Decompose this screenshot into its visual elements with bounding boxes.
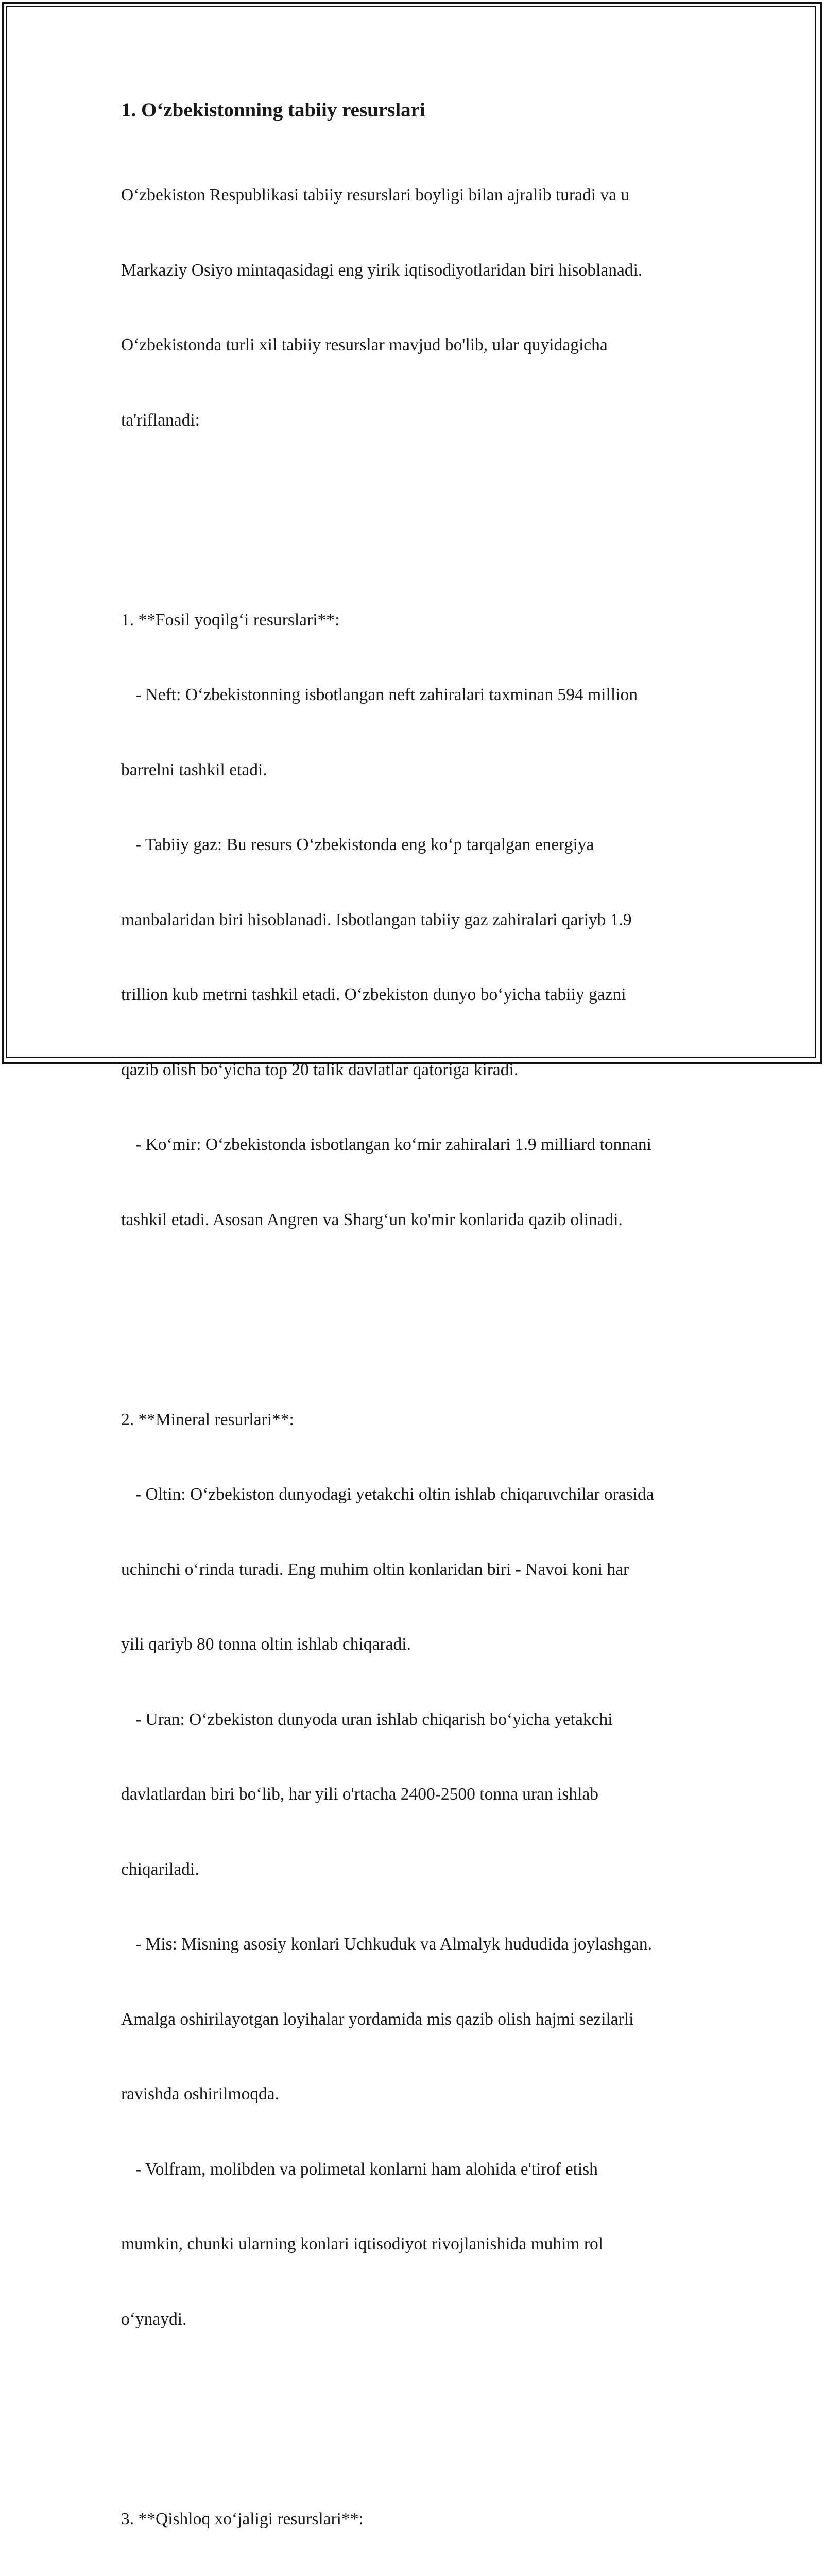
- document-body: [121, 96, 718, 2576]
- list-item-line: o‘ynaydi.: [121, 2309, 187, 2329]
- list-item-line: manbalaridan biri hisoblanadi. Isbotlangan tabiiy gaz zahiralari qariyb 1.9: [121, 910, 632, 929]
- list-item-line: yili qariyb 80 tonna oltin ishlab chiqaradi.: [121, 1635, 411, 1654]
- blank-line: [121, 1282, 718, 1308]
- list-item-line: - Oltin: O‘zbekiston dunyodagi yetakchi oltin ishlab chiqaruvchilar orasida: [135, 1485, 654, 1504]
- list-item-line: tashkil etadi. Asosan Angren va Sharg‘un ko'mir konlarida qazib olinadi.: [121, 1210, 623, 1229]
- list-section-title: 3. **Qishloq xo‘jaligi resurslari**:: [121, 2509, 364, 2529]
- list-item-line: Amalga oshirilayotgan loyihalar yordamida mis qazib olish hajmi sezilarli: [121, 2009, 634, 2029]
- section-heading: 1. O‘zbekistonning tabiiy resurslari: [121, 99, 425, 121]
- list-item-line: uchinchi o‘rinda turadi. Eng muhim oltin konlaridan biri - Navoi koni har: [121, 1560, 629, 1579]
- blank-line: [121, 2382, 718, 2407]
- list-item-line: mumkin, chunki ularning konlari iqtisodiyot rivojlanishida muhim rol: [121, 2234, 604, 2253]
- list-item-line: davlatlardan biri bo‘lib, har yili o'rtacha 2400-2500 tonna uran ishlab: [121, 1785, 599, 1804]
- intro-paragraph: [121, 133, 718, 2576]
- list-item-line: - Mis: Misning asosiy konlari Uchkuduk va Almalyk hududida joylashgan.: [135, 1935, 653, 1954]
- intro-line: O‘zbekistonda turli xil tabiiy resurslar mavjud bo'lib, ular quyidagicha: [121, 335, 608, 354]
- list-section-title: 2. **Mineral resurlari**:: [121, 1410, 294, 1429]
- list-item-line: - Ko‘mir: O‘zbekistonda isbotlangan ko‘mir zahiralari 1.9 milliard tonnani: [135, 1135, 651, 1154]
- list-section-title: 1. **Fosil yoqilg‘i resurslari**:: [121, 610, 340, 630]
- list-item-line: - Neft: O‘zbekistonning isbotlangan neft zahiralari taxminan 594 million: [135, 685, 638, 704]
- list-item-line: - Volfram, molibden va polimetal konlarni ham alohida e'tirof etish: [135, 2159, 598, 2179]
- intro-line: Markaziy Osiyo mintaqasidagi eng yirik iqtisodiyotlaridan biri hisoblanadi.: [121, 260, 643, 280]
- intro-line: O‘zbekiston Respublikasi tabiiy resurslari boyligi bilan ajralib turadi va u: [121, 185, 630, 205]
- list-item-line: barrelni tashkil etadi.: [121, 760, 267, 779]
- list-item-line: trillion kub metrni tashkil etadi. O‘zbekiston dunyo bo‘yicha tabiiy gazni: [121, 985, 626, 1004]
- intro-line: ta'riflanadi:: [121, 410, 200, 430]
- list-item-line: - Uran: O‘zbekiston dunyoda uran ishlab chiqarish bo‘yicha yetakchi: [135, 1709, 613, 1729]
- list-item-line: chiqariladi.: [121, 1859, 199, 1879]
- list-item-line: qazib olish bo‘yicha top 20 talik davlatlar qatoriga kiradi.: [121, 1060, 519, 1079]
- list-item-line: ravishda oshirilmoqda.: [121, 2084, 280, 2104]
- blank-line: [121, 483, 718, 508]
- list-item-line: - Tabiiy gaz: Bu resurs O‘zbekistonda eng ko‘p tarqalgan energiya: [135, 835, 594, 854]
